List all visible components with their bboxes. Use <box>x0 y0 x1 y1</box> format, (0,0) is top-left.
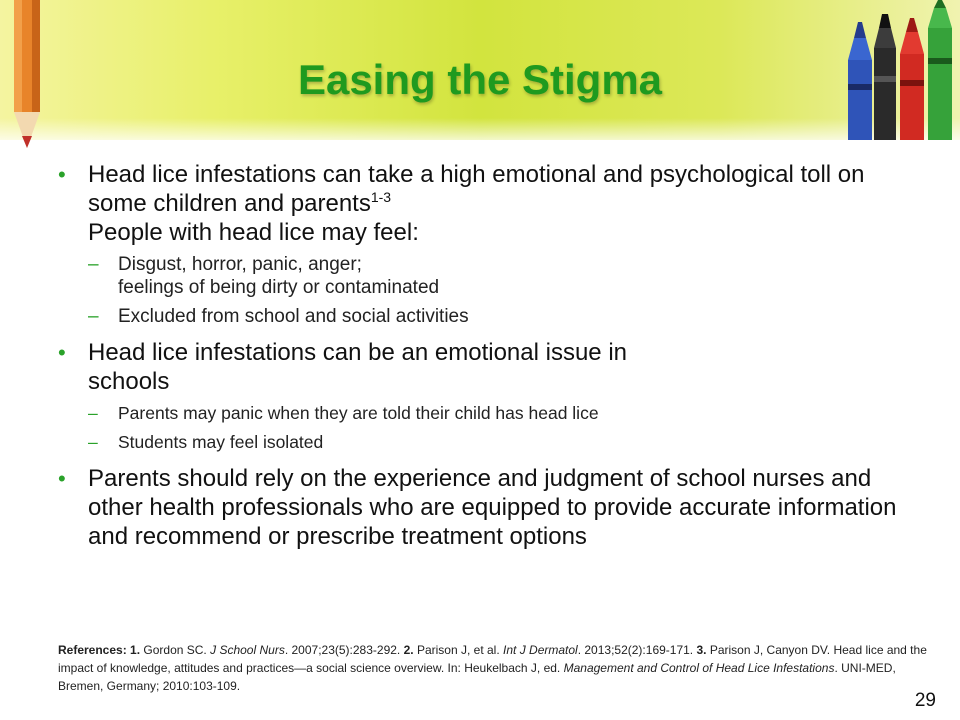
bullet-3-text: Parents should rely on the experience and judgment of school nurses and other health professionals who are equipped to provide accurate information and recommend or prescribe treatment options <box>88 465 897 550</box>
sub-bullet-2-2-text: Students may feel isolated <box>118 432 324 452</box>
bullet-dot-icon: • <box>58 162 66 187</box>
references-label: References: <box>58 643 127 657</box>
bullet-3 <box>58 464 928 551</box>
bullet-2 <box>58 338 928 396</box>
bullet-1 <box>58 160 928 247</box>
ref-1-authors: Gordon SC. <box>143 643 207 657</box>
dash-icon: – <box>88 254 99 275</box>
ref-2-authors: Parison J, et al. <box>416 643 500 657</box>
sub-bullet-1-1-line1: Disgust, horror, panic, anger; <box>118 254 362 275</box>
page-number: 29 <box>914 690 936 711</box>
bullet-dot-icon: • <box>58 340 66 365</box>
ref-2-details: . 2013;52(2):169-171. <box>577 643 694 657</box>
ref-3-authors: Parison J, Canyon DV. Head lice and the impact of knowledge, attitudes and practices—a social science overview. In: Heukelbach J, ed. <box>58 643 927 675</box>
references <box>58 641 928 695</box>
sub-bullet-2-1-text: Parents may panic when they are told their child has head lice <box>118 403 599 423</box>
ref-3-details: . UNI-MED, Bremen, Germany; 2010:103-109. <box>58 661 896 693</box>
bullet-dot-icon: • <box>58 466 66 491</box>
ref-2-journal: Int J Dermatol <box>503 643 578 657</box>
bullet-1-citation: 1-3 <box>370 189 392 205</box>
slide-body <box>58 160 928 557</box>
sub-bullet-1-2-text: Excluded from school and social activities <box>118 306 469 327</box>
sub-bullet-2-1 <box>58 402 928 425</box>
sub-bullet-2-2 <box>58 431 928 454</box>
bullet-1-text: Head lice infestations can take a high emotional and psychological toll on some children and parents <box>88 161 865 217</box>
header-banner-fade <box>0 118 960 148</box>
dash-icon: – <box>88 403 98 423</box>
dash-icon: – <box>88 306 99 327</box>
slide-title: Easing the Stigma <box>297 56 663 103</box>
sub-bullet-1-2 <box>58 305 928 328</box>
sub-bullet-1-1-line2: feelings of being dirty or contaminated <box>118 277 440 298</box>
ref-1-journal: J School Nurs <box>210 643 285 657</box>
sub-bullet-1-1 <box>58 253 928 299</box>
dash-icon: – <box>88 432 98 452</box>
ref-2-number: 2. <box>403 643 414 657</box>
ref-1-number: 1. <box>130 643 141 657</box>
bullet-2-text: Head lice infestations can be an emotional issue in schools <box>88 339 627 395</box>
ref-3-number: 3. <box>696 643 707 657</box>
ref-3-book: Management and Control of Head Lice Infestations <box>563 661 835 675</box>
bullet-1-continuation: People with head lice may feel: <box>88 219 419 246</box>
ref-1-details: . 2007;23(5):283-292. <box>284 643 401 657</box>
